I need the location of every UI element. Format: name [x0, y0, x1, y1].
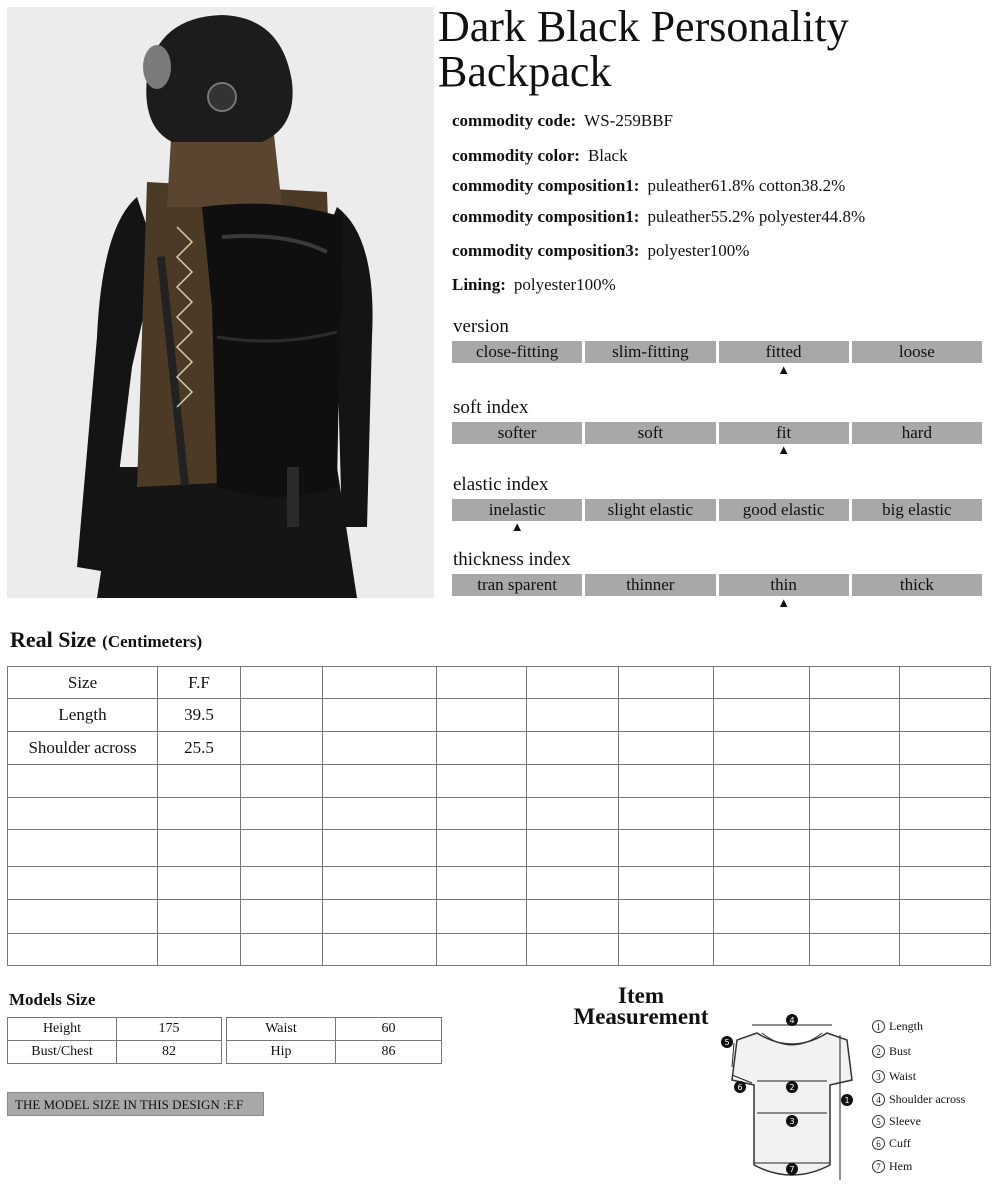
elastic-index-option: good elastic [719, 499, 849, 521]
version-title: version [453, 316, 509, 337]
legend-number-icon: 7 [872, 1160, 885, 1173]
legend-item-sleeve [872, 1114, 921, 1129]
height-label: Height [8, 1018, 117, 1041]
spec-label: commodity composition3: [452, 241, 640, 260]
legend-item-cuff [872, 1136, 911, 1151]
table-row [8, 867, 991, 900]
item-measurement-title [560, 985, 722, 1027]
spec-label: commodity color: [452, 146, 580, 165]
version-option: close-fitting [452, 341, 582, 363]
waist-value: 60 [336, 1018, 442, 1041]
spec-composition-2 [452, 207, 865, 227]
legend-item-shoulder [872, 1092, 965, 1107]
spec-composition-1 [452, 176, 845, 196]
table-row [8, 830, 991, 867]
length-label-cell: Length [8, 699, 158, 732]
spec-value: polyester100% [513, 275, 616, 294]
legend-item-hem [872, 1159, 912, 1174]
legend-number-icon: 3 [872, 1070, 885, 1083]
spec-commodity-code [452, 111, 673, 131]
legend-item-length [872, 1019, 923, 1034]
model-size-note: THE MODEL SIZE IN THIS DESIGN :F.F [7, 1092, 264, 1116]
legend-item-waist [872, 1069, 916, 1084]
real-size-table [7, 666, 991, 966]
table-row [8, 1018, 222, 1041]
svg-text:3: 3 [789, 1117, 795, 1126]
product-photo [7, 7, 434, 598]
length-value-cell: 39.5 [158, 699, 241, 732]
elastic-index-option: inelastic [452, 499, 582, 521]
spec-value: WS-259BBF [584, 111, 673, 130]
table-row [227, 1018, 442, 1041]
spec-value: puleather61.8% cotton38.2% [647, 176, 846, 195]
legend-number-icon: 5 [872, 1115, 885, 1128]
size-value-cell: F.F [158, 667, 241, 699]
thickness-index-title: thickness index [453, 549, 571, 570]
legend-label: Hem [889, 1159, 913, 1173]
models-table-1 [7, 1017, 222, 1064]
table-row [8, 934, 991, 966]
spec-value: puleather55.2% polyester44.8% [647, 207, 866, 226]
legend-number-icon: 4 [872, 1093, 885, 1106]
legend-number-icon: 2 [872, 1045, 885, 1058]
thickness-index-selected-marker: ▲ [777, 595, 791, 610]
elastic-index-selected-marker: ▲ [510, 519, 524, 534]
legend-label: Shoulder across [889, 1092, 966, 1106]
product-title: Dark Black Personality Backpack [438, 2, 849, 96]
table-row [8, 900, 991, 934]
spec-label: commodity code: [452, 111, 577, 130]
thickness-index-option: thinner [585, 574, 715, 596]
waist-label: Waist [227, 1018, 336, 1041]
table-row [227, 1041, 442, 1064]
shoulder-value-cell: 25.5 [158, 732, 241, 765]
legend-label: Sleeve [889, 1114, 921, 1128]
soft-index-option: hard [852, 422, 982, 444]
version-selected-marker: ▲ [777, 362, 791, 377]
legend-label: Waist [889, 1069, 917, 1083]
soft-index-option: softer [452, 422, 582, 444]
model-with-backpack-image [7, 7, 434, 598]
thickness-index-option: tran sparent [452, 574, 582, 596]
size-label-cell: Size [8, 667, 158, 699]
elastic-index-option: big elastic [852, 499, 982, 521]
shoulder-label-cell: Shoulder across [8, 732, 158, 765]
svg-text:6: 6 [737, 1083, 743, 1092]
svg-text:1: 1 [844, 1096, 850, 1105]
elastic-index-option: slight elastic [585, 499, 715, 521]
svg-text:5: 5 [724, 1038, 730, 1047]
bust-label: Bust/Chest [8, 1041, 117, 1064]
soft-index-scale [452, 422, 982, 444]
version-option: loose [852, 341, 982, 363]
spec-lining [452, 275, 616, 295]
table-row [8, 1041, 222, 1064]
models-table-2 [226, 1017, 442, 1064]
table-row [8, 667, 991, 699]
soft-index-selected-marker: ▲ [777, 442, 791, 457]
spec-commodity-color [452, 146, 628, 166]
elastic-index-title: elastic index [453, 474, 549, 495]
real-size-title [10, 627, 202, 653]
legend-item-bust [872, 1044, 911, 1059]
spec-value: Black [587, 146, 628, 165]
soft-index-title: soft index [453, 397, 529, 418]
soft-index-option: fit [719, 422, 849, 444]
version-option: slim-fitting [585, 341, 715, 363]
legend-number-icon: 6 [872, 1137, 885, 1150]
bust-value: 82 [117, 1041, 222, 1064]
svg-text:7: 7 [789, 1165, 795, 1174]
garment-measurement-diagram [712, 1005, 872, 1195]
real-size-heading: Real Size [10, 627, 97, 652]
height-value: 175 [117, 1018, 222, 1041]
shirt-outline-icon [732, 1033, 852, 1175]
soft-index-option: soft [585, 422, 715, 444]
version-option: fitted [719, 341, 849, 363]
spec-label: Lining: [452, 275, 506, 294]
thickness-index-scale [452, 574, 982, 596]
legend-label: Length [889, 1019, 923, 1033]
svg-text:2: 2 [789, 1083, 795, 1092]
table-row [8, 699, 991, 732]
table-row [8, 798, 991, 830]
spec-label: commodity composition1: [452, 176, 640, 195]
real-size-unit: (Centimeters) [102, 632, 203, 651]
hip-value: 86 [336, 1041, 442, 1064]
table-row [8, 732, 991, 765]
table-row [8, 765, 991, 798]
models-size-title: Models Size [9, 990, 96, 1009]
elastic-index-scale [452, 499, 982, 521]
item-measurement-line2: Measurement [573, 1004, 709, 1029]
thickness-index-option: thick [852, 574, 982, 596]
legend-label: Bust [889, 1044, 912, 1058]
legend-label: Cuff [889, 1136, 911, 1150]
version-scale [452, 341, 982, 363]
legend-number-icon: 1 [872, 1020, 885, 1033]
svg-text:4: 4 [789, 1016, 795, 1025]
spec-label: commodity composition1: [452, 207, 640, 226]
spec-composition-3 [452, 241, 749, 261]
item-measurement-line1: Item [618, 983, 664, 1008]
hip-label: Hip [227, 1041, 336, 1064]
thickness-index-option: thin [719, 574, 849, 596]
spec-value: polyester100% [647, 241, 750, 260]
